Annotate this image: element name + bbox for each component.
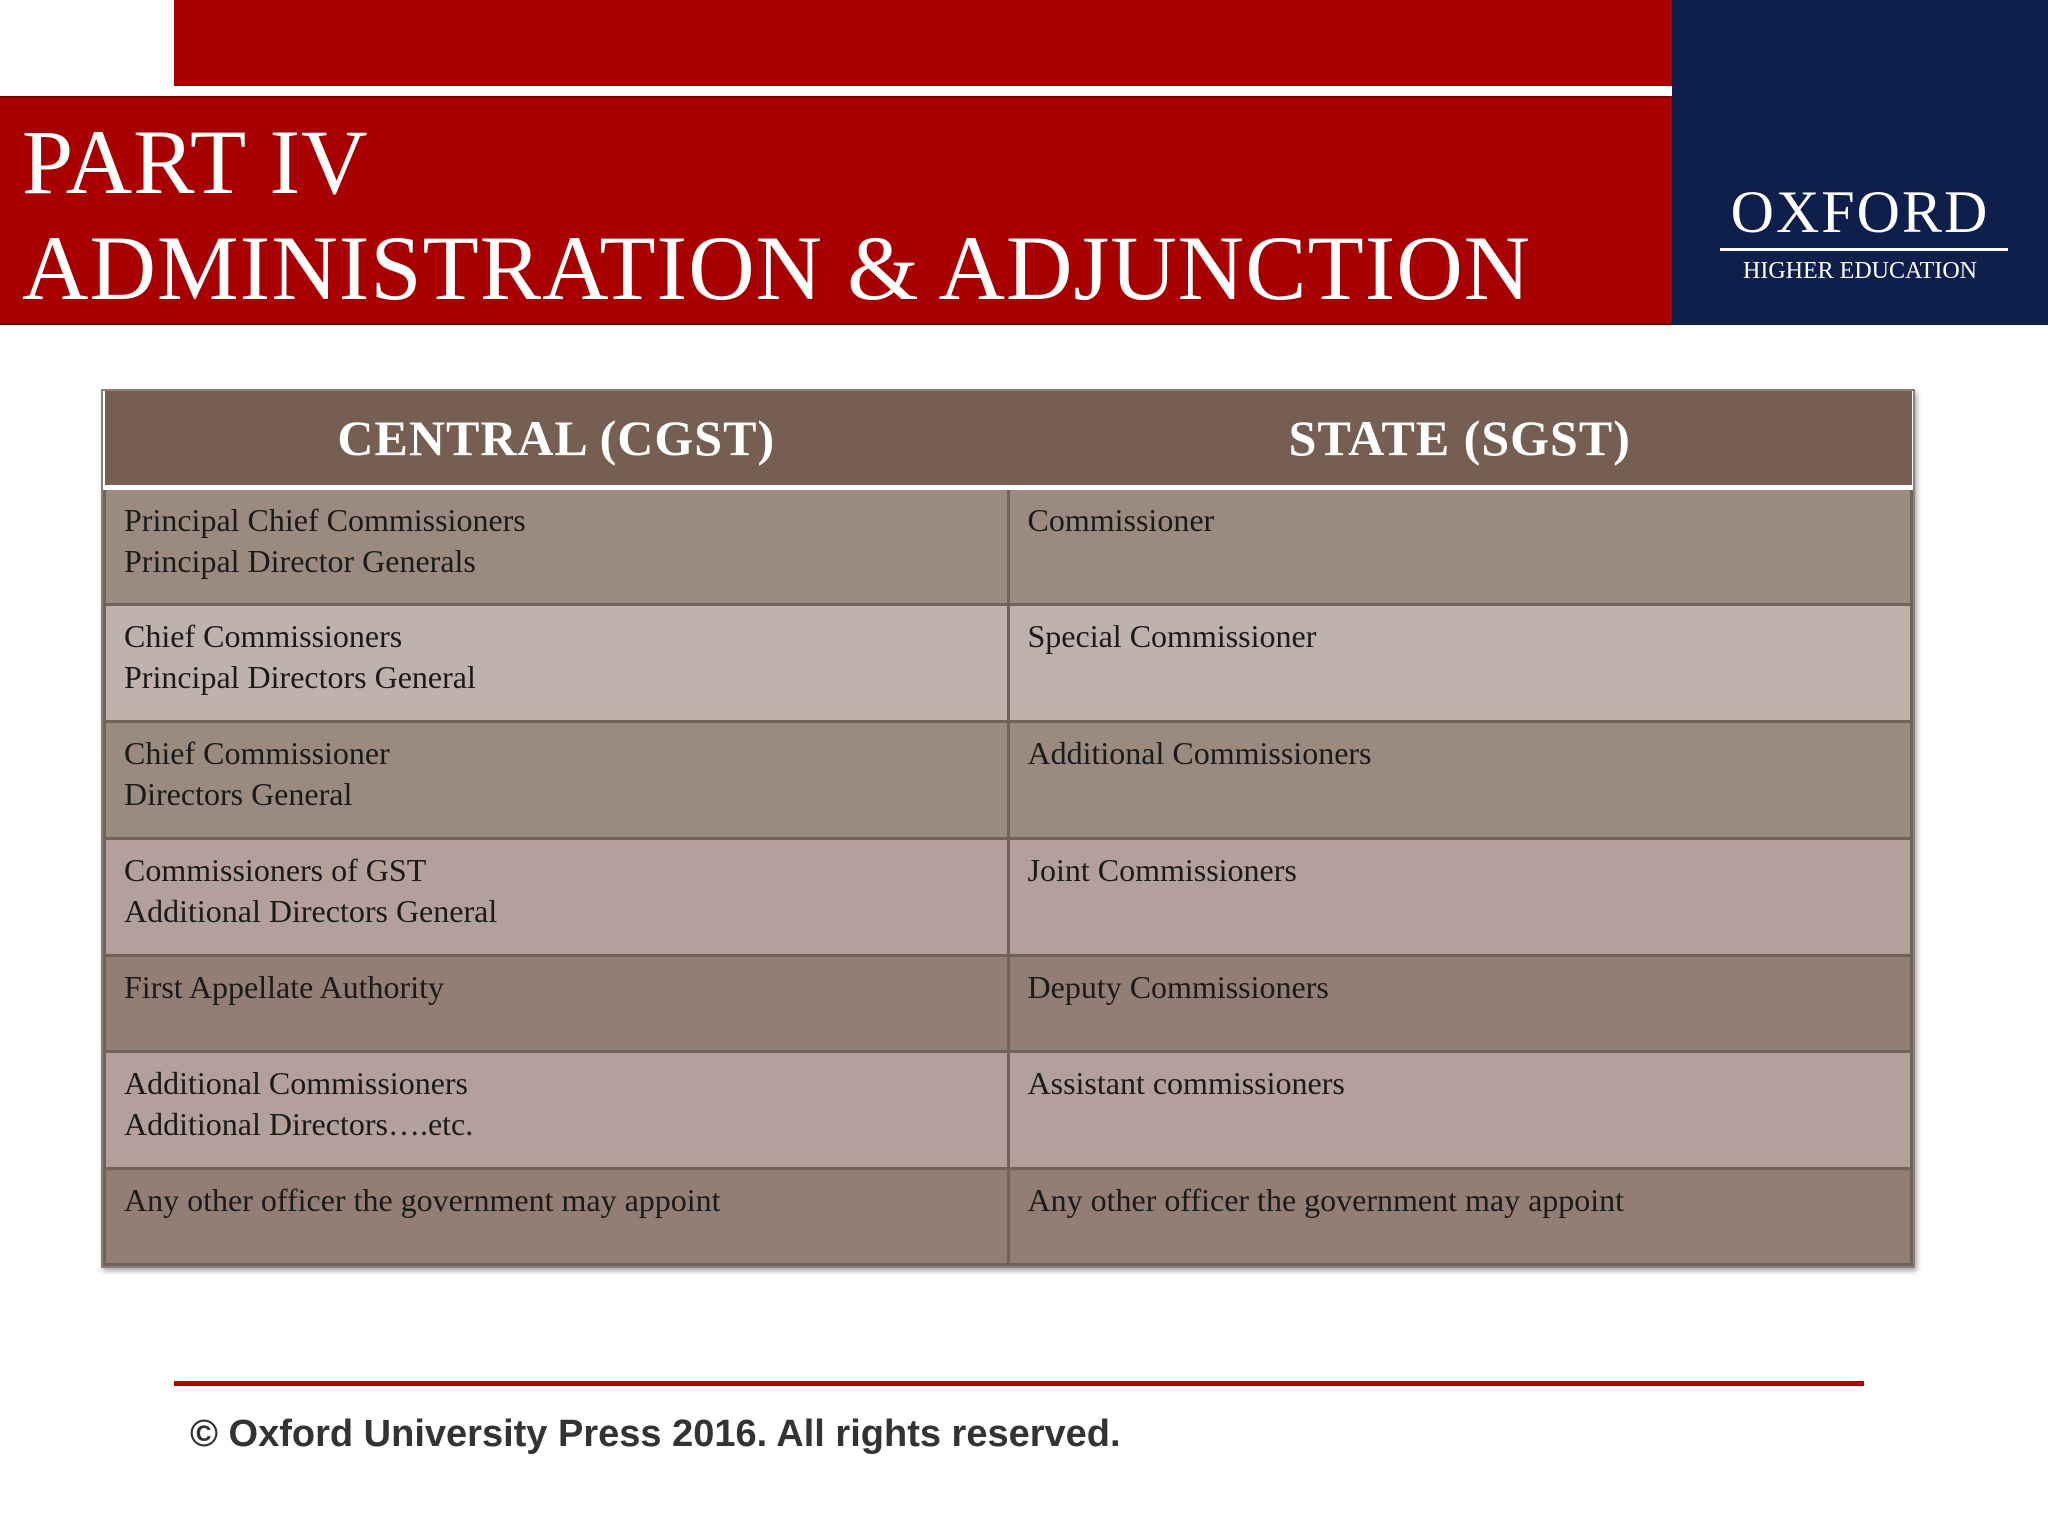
table-row (105, 956, 1912, 1052)
slide-title-part: PART IV (22, 111, 369, 213)
cell-state (1008, 1169, 1912, 1265)
cell-text: Chief Commissioners (124, 618, 403, 654)
cell-text: Principal Chief Commissioners (124, 502, 526, 538)
cell-text: Principal Directors General (124, 659, 476, 695)
cell-text: Directors General (124, 776, 353, 812)
logo-wordmark: OXFORD (1730, 179, 1990, 245)
title-banner (0, 96, 1672, 325)
cell-state (1008, 722, 1912, 839)
oxford-logo (1672, 0, 2048, 325)
cell-text: Any other officer the government may appoint (124, 1182, 721, 1218)
table-row (105, 839, 1912, 956)
table-row (105, 605, 1912, 722)
header-central: CENTRAL (CGST) (105, 391, 1009, 488)
cell-central (105, 956, 1009, 1052)
cell-central (105, 722, 1009, 839)
table-row (105, 488, 1912, 605)
cell-text: Deputy Commissioners (1027, 969, 1329, 1005)
cell-text: Principal Director Generals (124, 543, 476, 579)
cell-central (105, 488, 1009, 605)
cell-text: Joint Commissioners (1027, 852, 1297, 888)
cell-central (105, 605, 1009, 722)
cell-text: Commissioner (1027, 502, 1215, 538)
cell-text: Additional Directors….etc. (124, 1106, 474, 1142)
cell-text: Additional Directors General (124, 893, 498, 929)
cell-text: Commissioners of GST (124, 852, 427, 888)
cell-text: Special Commissioner (1027, 618, 1317, 654)
cell-central (105, 1169, 1009, 1265)
cell-state (1008, 956, 1912, 1052)
logo-subtitle: HIGHER EDUCATION (1743, 258, 1977, 284)
officers-table (101, 389, 1915, 1268)
cell-text: Assistant commissioners (1027, 1065, 1345, 1101)
cell-text: Additional Commissioners (1027, 735, 1372, 771)
table-row (105, 1052, 1912, 1169)
logo-divider (1720, 248, 2008, 251)
table-row (105, 1169, 1912, 1265)
cell-state (1008, 488, 1912, 605)
cell-central (105, 1052, 1009, 1169)
header-state: STATE (SGST) (1008, 391, 1912, 488)
table-header-row (105, 391, 1912, 488)
cell-state (1008, 605, 1912, 722)
cell-central (105, 839, 1009, 956)
cell-state (1008, 1052, 1912, 1169)
copyright-notice: © Oxford University Press 2016. All rights reserved. (190, 1413, 1121, 1455)
cell-text: First Appellate Authority (124, 969, 444, 1005)
slide-title-main: ADMINISTRATION & ADJUNCTION (22, 217, 1532, 319)
cell-state (1008, 839, 1912, 956)
top-decorative-band (174, 0, 1672, 86)
cell-text: Chief Commissioner (124, 735, 390, 771)
footer-divider (174, 1381, 1864, 1386)
table-row (105, 722, 1912, 839)
cell-text: Any other officer the government may appoint (1027, 1182, 1625, 1218)
cell-text: Additional Commissioners (124, 1065, 468, 1101)
